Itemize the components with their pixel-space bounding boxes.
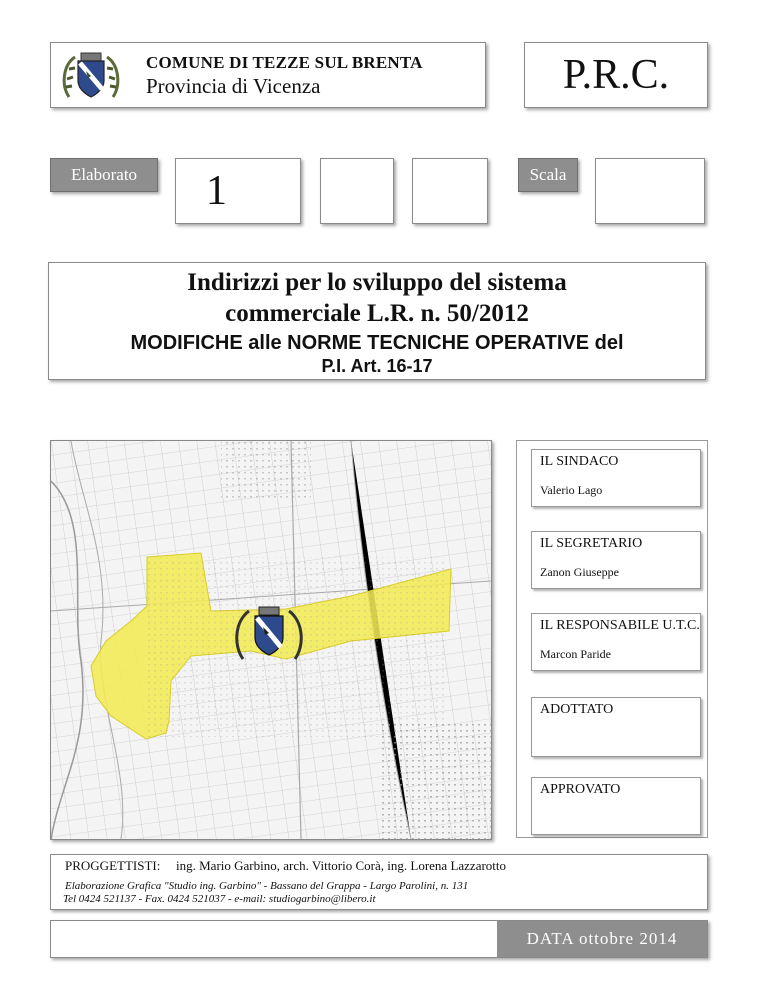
blank-field-2 <box>412 158 488 224</box>
blank-field-1 <box>320 158 394 224</box>
comune-header <box>50 42 486 108</box>
territory-map <box>50 440 492 840</box>
signature-role: APPROVATO <box>540 782 621 797</box>
signature-responsabile-utc <box>531 613 701 671</box>
signature-approvato <box>531 777 701 835</box>
signature-role: ADOTTATO <box>540 702 614 717</box>
provincia-name: Provincia di Vicenza <box>146 74 321 98</box>
date-box <box>50 920 708 958</box>
signature-panel <box>516 440 708 838</box>
studio-line: Elaborazione Grafica "Studio ing. Garbino" - Bassano del Grappa - Largo Parolini, n. 131 <box>65 880 469 892</box>
title-line-1: Indirizzi per lo sviluppo del sistema <box>187 269 567 296</box>
signature-name: Marcon Paride <box>540 647 611 661</box>
signature-role: IL SINDACO <box>540 454 619 469</box>
designers-box <box>50 854 708 910</box>
scala-label: Scala <box>518 158 578 192</box>
signature-segretario <box>531 531 701 589</box>
comune-name: COMUNE DI TEZZE SUL BRENTA <box>146 53 423 72</box>
signature-role: IL SEGRETARIO <box>540 536 643 551</box>
map-image <box>51 441 491 839</box>
title-line-3: MODIFICHE alle NORME TECNICHE OPERATIVE del <box>130 332 624 354</box>
date-label: DATA ottobre 2014 <box>497 921 707 957</box>
designers-names: ing. Mario Garbino, arch. Vittorio Corà, ing. Lorena Lazzarotto <box>176 858 507 873</box>
designers-label: PROGGETTISTI: <box>65 858 161 873</box>
elaborato-number-box <box>175 158 301 224</box>
signature-sindaco <box>531 449 701 507</box>
signature-role: IL RESPONSABILE U.T.C. <box>540 618 700 633</box>
scala-value-box <box>595 158 705 224</box>
signature-adottato <box>531 697 701 757</box>
title-line-2: commerciale L.R. n. 50/2012 <box>225 300 529 327</box>
contact-line: Tel 0424 521137 - Fax. 0424 521037 - e-mail: studiogarbino@libero.it <box>63 893 376 905</box>
signature-name: Valerio Lago <box>540 483 603 497</box>
elaborato-label: Elaborato <box>50 158 158 192</box>
plan-code: P.R.C. <box>524 42 708 108</box>
title-line-4: P.I. Art. 16-17 <box>321 356 433 376</box>
coat-of-arms-icon <box>61 49 121 105</box>
signature-name: Zanon Giuseppe <box>540 565 619 579</box>
document-title <box>48 262 706 380</box>
elaborato-number: 1 <box>206 168 227 214</box>
